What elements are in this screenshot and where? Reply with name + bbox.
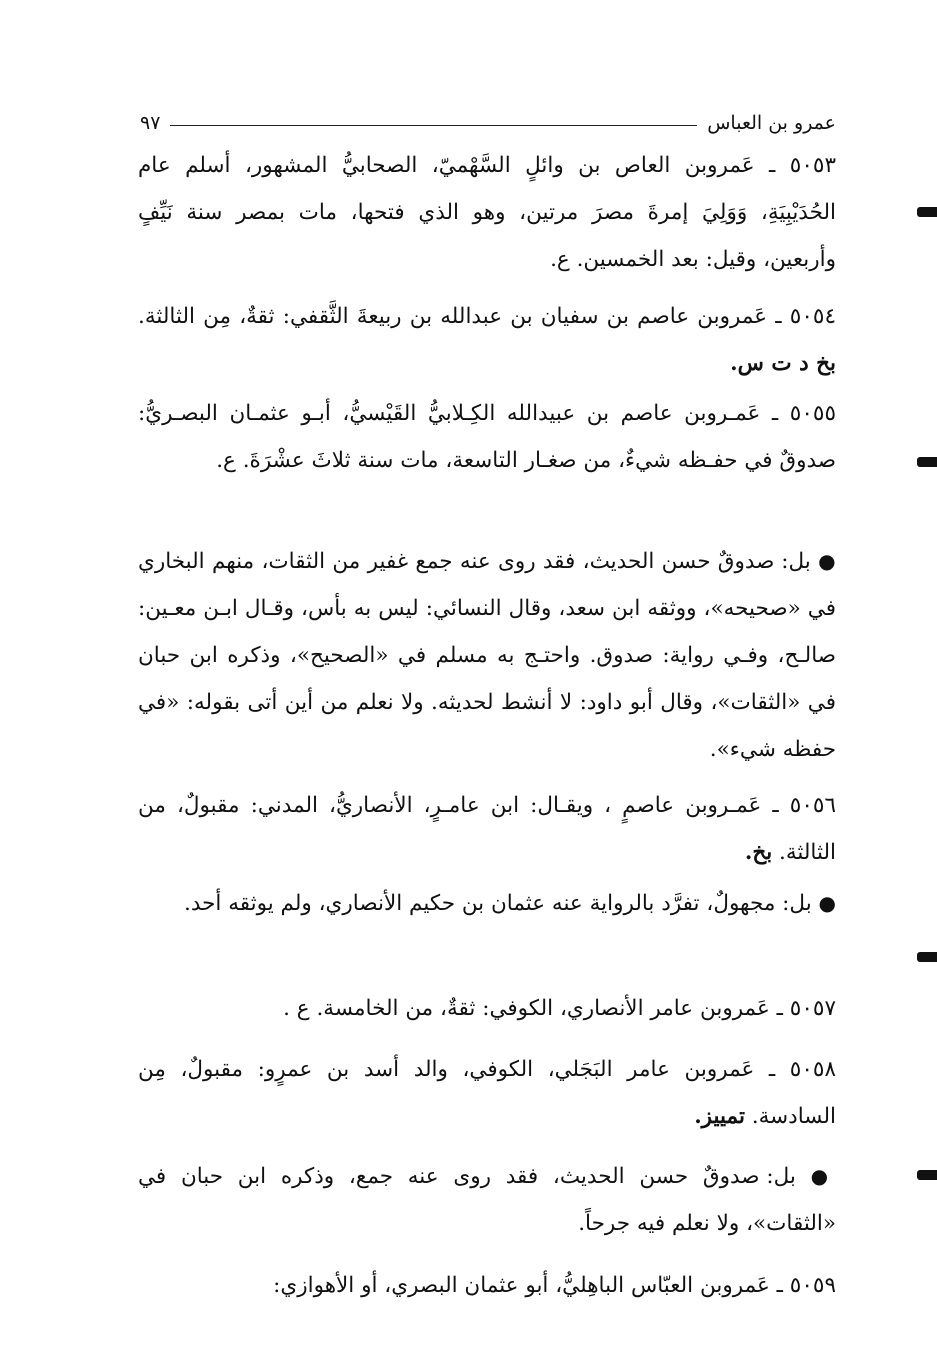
entry-text: ٥٠٥٤ ـ عَمروبن عاصم بن سفيان بن عبدالله بن ربيعةَ الثَّقفي: ثقةٌ، مِن الثالثة. [138, 304, 836, 329]
entry-sigla: بخ. [744, 840, 773, 865]
entry-text: ٥٠٥٣ ـ عَمروبن العاص بن وائلٍ السَّهْميّ، الصحابيُّ المشهور، أسلم عام الحُدَيْبِيَةِ، وَوَلِيَ إمرةَ مصرَ مرتين، وهو الذي فتحها، مات بمصر سنة نَيِّفٍ وأربعين، وقيل: بعد الخمسين. ع. [138, 153, 836, 272]
commentary-5055 [138, 538, 836, 773]
bullet-icon: ● [818, 891, 836, 915]
entry-sigla: تمييز. [694, 1104, 745, 1129]
entry-text: ٥٠٥٥ ـ عَمـروبن عاصم بن عبيدالله الكِـلابيُّ القَيْسيُّ، أبـو عثمـان البصـريُّ: صدوقٌ في حفـظه شيءٌ، من صغـار التاسعة، مات سنة ثلاثَ عشْرَةَ. ع. [138, 401, 836, 473]
entry-5059 [138, 1262, 836, 1309]
entry-text: ٥٠٥٩ ـ عَمروبن العبّاس الباهِليُّ، أبو عثمان البصري، أو الأهوازي: [273, 1273, 836, 1298]
entry-5058 [138, 1046, 836, 1140]
margin-tab-mark [917, 1170, 937, 1180]
margin-tab-mark [917, 207, 937, 217]
commentary-text: بل: صدوقٌ حسن الحديث، فقد روى عنه جمع، وذكره ابن حبان في «الثقات»، ولا نعلم فيه جرحاً. [138, 1164, 836, 1236]
entry-5057 [138, 985, 836, 1032]
bullet-icon: ● [810, 1164, 837, 1188]
page-number: ٩٧ [140, 112, 161, 134]
entry-text: ٥٠٥٦ ـ عَمـروبن عاصمٍ ، ويقـال: ابن عامـرٍ، الأنصاريُّ، المدني: مقبولٌ، من الثالثة. [138, 793, 836, 865]
margin-tab-mark [917, 457, 937, 467]
commentary-5056 [138, 880, 836, 927]
entry-5053 [138, 142, 836, 283]
entry-sigla: بخ د ت س. [730, 351, 836, 376]
entry-5055 [138, 390, 836, 484]
entry-5054 [138, 293, 836, 387]
entry-text: ٥٠٥٧ ـ عَمروبن عامر الأنصاري، الكوفي: ثقةٌ، من الخامسة. ع . [283, 996, 836, 1021]
entry-5056 [138, 782, 836, 876]
header-title: عمرو بن العباس [707, 112, 836, 134]
bullet-icon: ● [818, 549, 837, 573]
commentary-text: بل: مجهولٌ، تفرَّد بالرواية عنه عثمان بن حكيم الأنصاري، ولم يوثقه أحد. [184, 891, 812, 916]
margin-tab-mark [917, 952, 937, 962]
entry-text: ٥٠٥٨ ـ عَمروبن عامر البَجَلي، الكوفي، والد أسد بن عمرٍو: مقبولٌ، مِن السادسة. [138, 1057, 836, 1129]
commentary-5058 [138, 1153, 836, 1247]
commentary-text: بل: صدوقٌ حسن الحديث، فقد روى عنه جمع غفير من الثقات، منهم البخاري في «صحيحه»، ووثقه ابن سعد، وقال النسائي: ليس به بأس، وقـال ابـن معـين: صالـح، وفـي رواية: صدوق. واحتـج به مسلم في «الصحيح»، وذكره ابن حبان في «الثقات»، وقال أبو داود: لا أنشط لحديثه. ولا نعلم من أين أتى بقوله: «في حفظه شيء». [138, 549, 836, 762]
header-rule [170, 125, 697, 126]
running-header [140, 108, 836, 138]
